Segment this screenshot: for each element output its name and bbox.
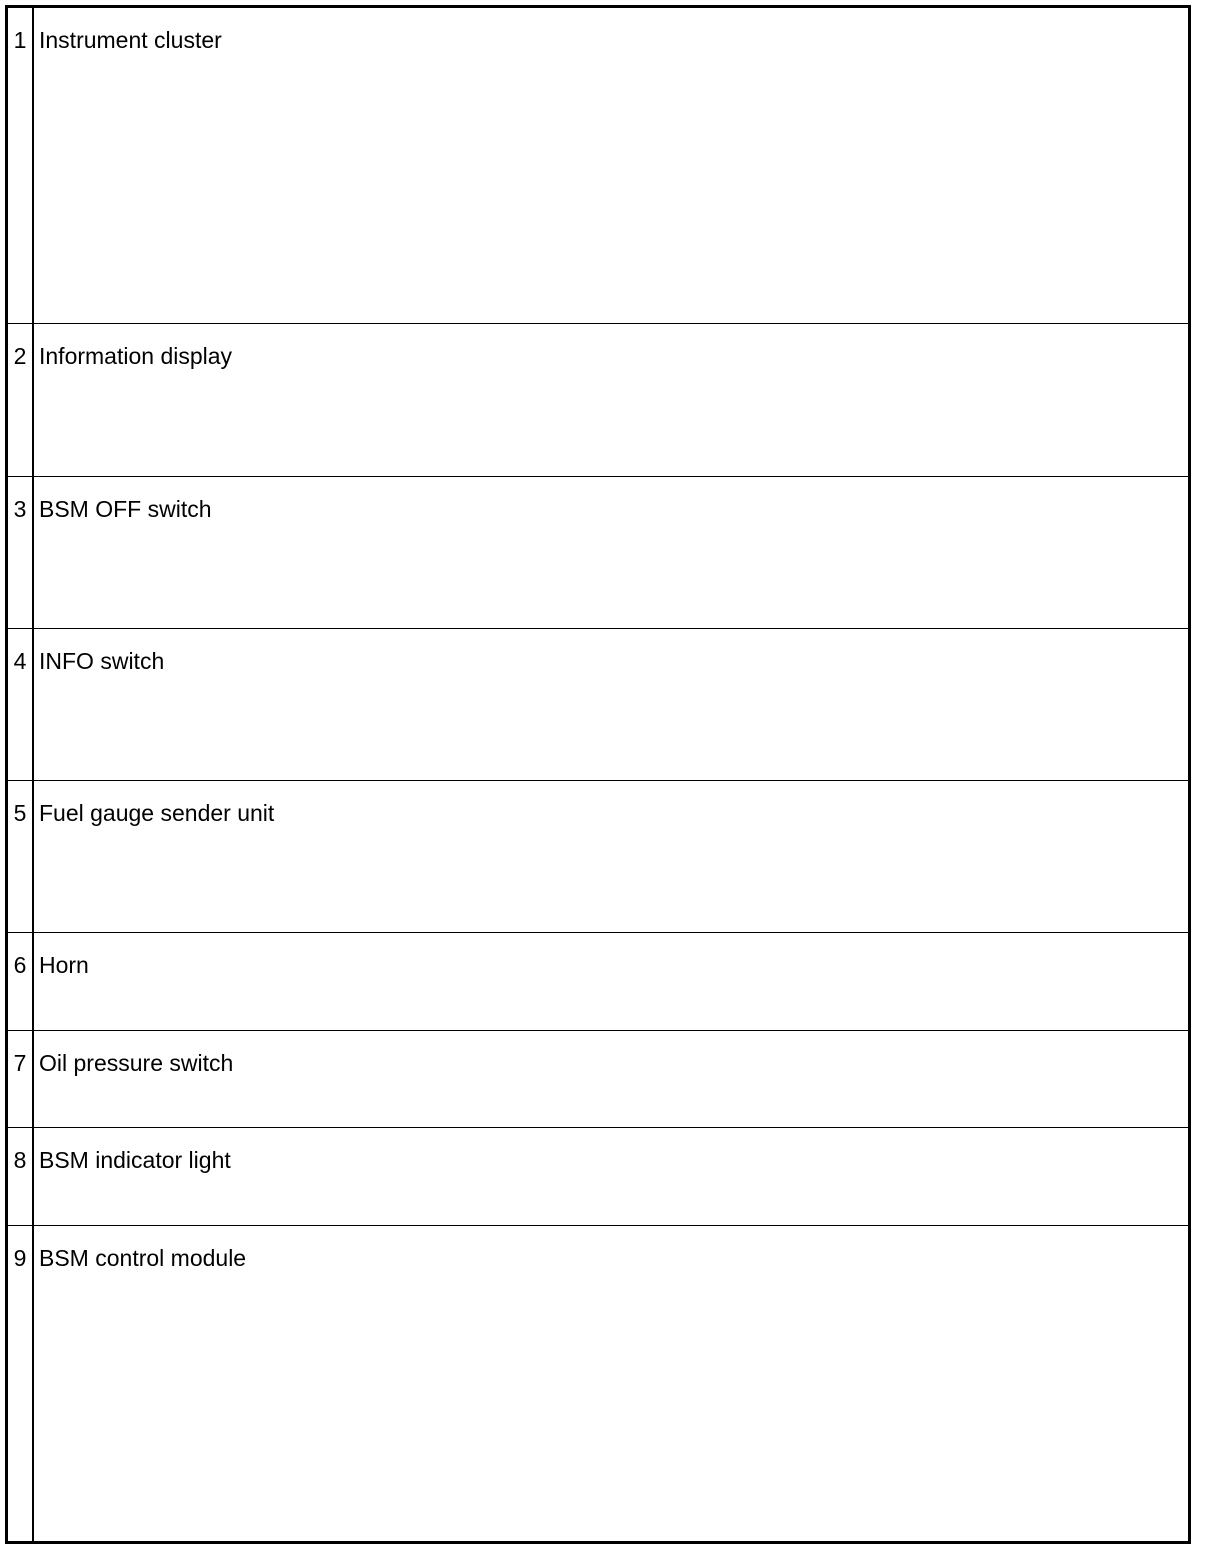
row-label: Information display [33, 324, 1190, 477]
component-legend-table [5, 5, 1191, 1544]
table-row [7, 1128, 1190, 1226]
row-number: 6 [7, 933, 34, 1031]
row-number: 4 [7, 629, 34, 781]
row-label: INFO switch [33, 629, 1190, 781]
row-label: BSM indicator light [33, 1128, 1190, 1226]
row-number: 2 [7, 324, 34, 477]
row-number: 9 [7, 1226, 34, 1543]
table-row [7, 324, 1190, 477]
table-row [7, 629, 1190, 781]
row-label: BSM control module [39, 1245, 247, 1271]
row-label: Horn [33, 933, 1190, 1031]
row-label: Oil pressure switch [33, 1031, 1190, 1128]
table-row [7, 1031, 1190, 1128]
table-row [7, 933, 1190, 1031]
row-number: 8 [7, 1128, 34, 1226]
table-row [7, 477, 1190, 629]
row-label: Fuel gauge sender unit [33, 781, 1190, 933]
row-label: Instrument cluster [33, 7, 1190, 324]
row-number: 7 [7, 1031, 34, 1128]
row-number: 5 [7, 781, 34, 933]
row-number: 1 [7, 7, 34, 324]
row-label: BSM OFF switch [33, 477, 1190, 629]
row-number: 3 [7, 477, 34, 629]
table-row [7, 1226, 1190, 1543]
table-row [7, 781, 1190, 933]
table-row [7, 7, 1190, 324]
